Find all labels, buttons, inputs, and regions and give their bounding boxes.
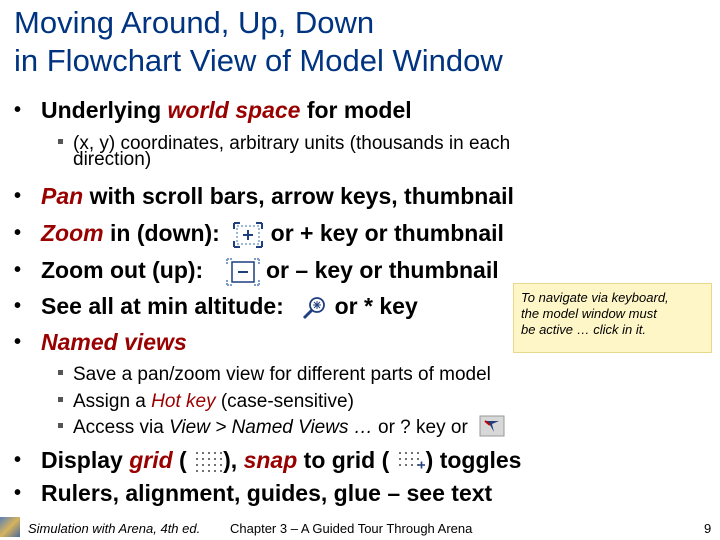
sub-bullet-text: Assign a xyxy=(73,391,152,412)
page-title xyxy=(14,4,714,80)
bullet-text: with scroll bars, arrow keys, thumbnail xyxy=(83,183,514,209)
title-line-1: Moving Around, Up, Down xyxy=(14,5,375,40)
slide-footer xyxy=(0,517,720,540)
bullet-text: or * key xyxy=(328,293,418,319)
sub-bullet-menu-path: View > Named Views … xyxy=(169,417,373,438)
snap-grid-icon xyxy=(396,449,426,475)
note-line: be active … click in it. xyxy=(521,322,646,337)
bullet-emphasis: world space xyxy=(167,97,301,123)
footer-chapter: Chapter 3 – A Guided Tour Through Arena xyxy=(230,521,473,536)
square-bullet-icon xyxy=(58,139,63,144)
bullet-icon: • xyxy=(14,259,22,281)
bullet-text: Zoom out (up): xyxy=(41,257,204,283)
bullet-text: in (down): xyxy=(103,220,220,246)
sub-bullet-text: direction) xyxy=(73,149,152,170)
bullet-icon: • xyxy=(14,295,22,317)
bullet-text: to grid ( xyxy=(297,447,390,473)
sub-bullet-text: Save a pan/zoom view for different parts of model xyxy=(73,364,491,385)
bullet-text: ) toggles xyxy=(425,447,522,473)
bullet-text: See all at min altitude: xyxy=(41,293,284,319)
sub-bullet-text: (case-sensitive) xyxy=(215,391,354,412)
bullet-text: ( xyxy=(172,447,187,473)
sub-bullet-text: Access via xyxy=(73,417,170,438)
bullet-emphasis: Zoom xyxy=(41,220,104,246)
square-bullet-icon xyxy=(58,423,63,428)
square-bullet-icon xyxy=(58,397,63,402)
bullet-text: Rulers, alignment, guides, glue – see text xyxy=(41,480,493,506)
bullet-icon: • xyxy=(14,449,22,471)
square-bullet-icon xyxy=(58,370,63,375)
bullet-text: Display xyxy=(41,447,130,473)
footer-page-number: 9 xyxy=(704,521,712,536)
sub-bullet-text: or ? key or xyxy=(372,417,468,438)
sub-bullet-emphasis: Hot key xyxy=(151,391,216,412)
bullet-icon: • xyxy=(14,185,22,207)
bullet-text: for model xyxy=(300,97,412,123)
keyboard-note xyxy=(513,283,712,353)
bullet-text: Underlying xyxy=(41,97,168,123)
footer-book-title: Simulation with Arena, 4th ed. xyxy=(28,521,201,536)
bullet-emphasis: Named views xyxy=(41,329,187,355)
note-line: To navigate via keyboard, xyxy=(521,290,669,305)
book-cover-logo xyxy=(0,517,20,537)
bullet-text: ), xyxy=(223,447,244,473)
bullet-emphasis: Pan xyxy=(41,183,84,209)
named-views-icon xyxy=(479,415,505,437)
bullet-icon: • xyxy=(14,222,22,244)
sub-bullet-text: (x, y) coordinates, arbitrary units (thousands in each xyxy=(73,133,511,154)
zoom-out-icon xyxy=(226,258,260,286)
bullet-icon: • xyxy=(14,99,22,121)
title-line-2: in Flowchart View of Model Window xyxy=(14,43,503,78)
grid-icon xyxy=(193,449,223,475)
bullet-text: or + key or thumbnail xyxy=(264,220,504,246)
zoom-in-icon xyxy=(232,221,264,249)
bullet-emphasis: snap xyxy=(243,447,298,473)
bullet-icon: • xyxy=(14,482,22,504)
magnifier-icon xyxy=(300,295,328,321)
bullet-icon: • xyxy=(14,331,22,353)
note-line: the model window must xyxy=(521,306,657,321)
bullet-emphasis: grid xyxy=(129,447,173,473)
bullet-text: or – key or thumbnail xyxy=(259,257,499,283)
